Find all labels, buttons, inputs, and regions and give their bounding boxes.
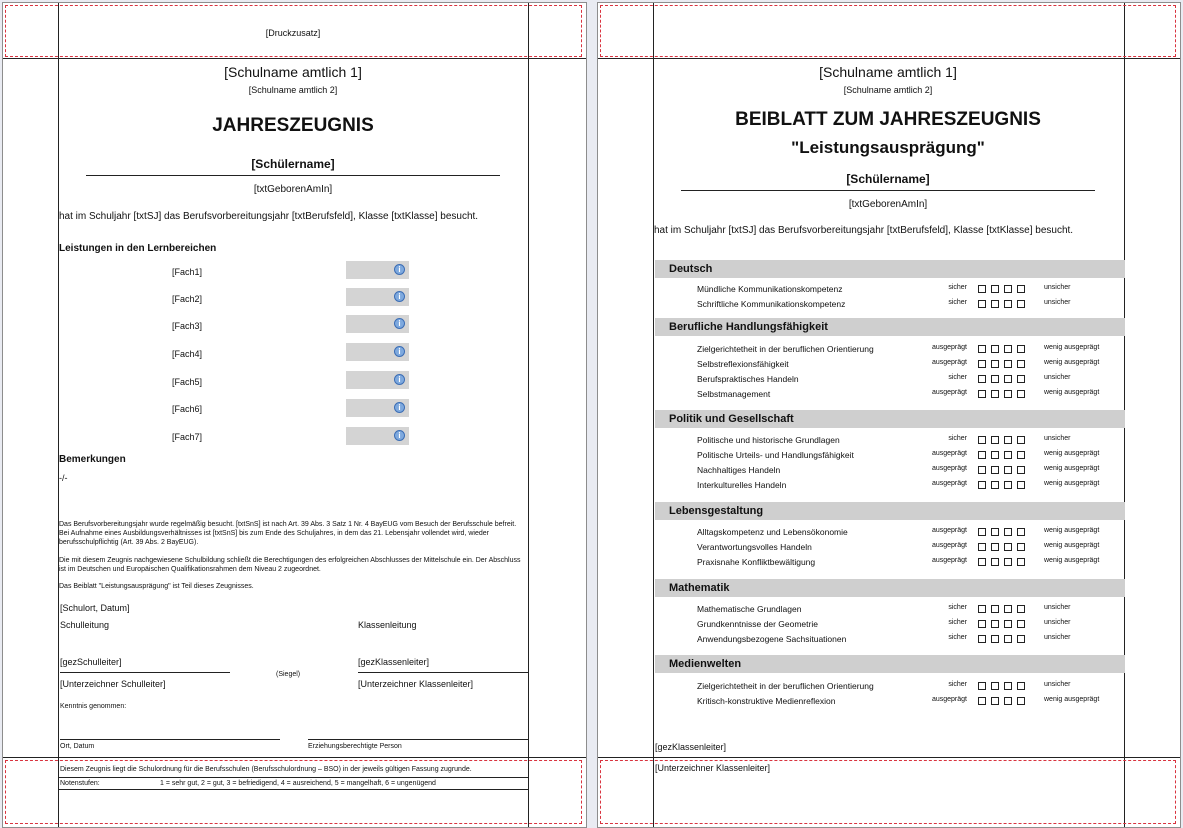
teacher-signature-line: [358, 672, 528, 673]
grade-field[interactable]: [346, 371, 409, 389]
rating-checkboxes: [978, 682, 1030, 692]
rating-checkbox[interactable]: [978, 558, 986, 566]
scale-right-label: unsicher: [1044, 374, 1071, 381]
competency-label: Mündliche Kommunikationskompetenz: [697, 284, 843, 294]
rating-checkbox[interactable]: [1004, 697, 1012, 705]
school-name-1: [Schulname amtlich 1]: [224, 64, 362, 80]
grade-field[interactable]: [346, 427, 409, 445]
competency-label: Interkulturelles Handeln: [697, 480, 787, 490]
competency-label: Kritisch-konstruktive Medienreflexion: [697, 696, 836, 706]
scale-right-label: wenig ausgeprägt: [1044, 542, 1100, 549]
scale-right-label: wenig ausgeprägt: [1044, 480, 1100, 487]
rating-checkbox[interactable]: [978, 451, 986, 459]
scale-right-label: wenig ausgeprägt: [1044, 389, 1100, 396]
footer-rule-2: [58, 789, 528, 790]
rating-checkboxes: [978, 451, 1030, 461]
section-heading: Medienwelten: [655, 655, 1125, 673]
legal-paragraph-1: Das Berufsvorbereitungsjahr wurde regelmäßig besucht. [txtSnS] ist nach Art. 39 Abs. 3 Satz 1 Nr. 4 BayEUG vom Besuch der Berufsschule befreit. Bei Aufnahme eines Ausbildungsverhältnisses ist [txtSnS] bis zum Ende des Schuljahres, in dem das 21. Lebensjahr vollendet wird, wieder berufsschulpflichtig (Art. 39 Abs. 2 BayEUG).: [59, 521, 517, 546]
rating-checkbox[interactable]: [978, 300, 986, 308]
school-name-1: [Schulname amtlich 1]: [819, 64, 957, 80]
competency-row: [655, 695, 1125, 709]
rating-checkbox[interactable]: [1017, 466, 1025, 474]
scale-right-label: unsicher: [1044, 604, 1071, 611]
competency-row: [655, 283, 1125, 297]
rating-checkboxes: [978, 481, 1030, 491]
subject-label: [Fach2]: [172, 294, 203, 304]
competency-row: [655, 526, 1125, 540]
legal-paragraph-3: Das Beiblatt "Leistungsausprägung" ist Teil dieses Zeugnisses.: [59, 583, 254, 590]
scale-left-label: ausgeprägt: [931, 557, 967, 564]
scale-right-label: unsicher: [1044, 435, 1071, 442]
rating-checkbox[interactable]: [1017, 451, 1025, 459]
competency-row: [655, 434, 1125, 448]
competency-row: [655, 373, 1125, 387]
scale-left-label: sicher: [948, 681, 967, 688]
competency-label: Selbstreflexionsfähigkeit: [697, 359, 789, 369]
competency-label: Nachhaltiges Handeln: [697, 465, 781, 475]
scale-left-label: sicher: [948, 284, 967, 291]
competency-label: Zielgerichtetheit in der beruflichen Orientierung: [697, 681, 874, 691]
rating-checkbox[interactable]: [1004, 300, 1012, 308]
rating-checkbox[interactable]: [978, 466, 986, 474]
footer-rule-1: [58, 777, 528, 778]
rating-checkboxes: [978, 390, 1030, 400]
rating-checkbox[interactable]: [1004, 558, 1012, 566]
margin-line-right: [528, 3, 529, 827]
competency-row: [655, 556, 1125, 570]
name-underline: [86, 175, 500, 176]
teacher-name: [Unterzeichner Klassenleiter]: [655, 763, 771, 773]
scale-right-label: unsicher: [1044, 284, 1071, 291]
scale-left-label: sicher: [948, 435, 967, 442]
scale-left-label: sicher: [948, 299, 967, 306]
principal-signature-line: [60, 672, 230, 673]
rating-checkbox[interactable]: [1004, 285, 1012, 293]
subject-label: [Fach1]: [172, 267, 203, 277]
rating-checkboxes: [978, 375, 1030, 385]
student-name[interactable]: [Schülername]: [846, 172, 930, 186]
rating-checkbox[interactable]: [1017, 605, 1025, 613]
scale-right-label: unsicher: [1044, 681, 1071, 688]
remarks-text[interactable]: -/-: [59, 473, 68, 483]
class-management-label: Klassenleitung: [358, 620, 417, 630]
rating-checkboxes: [978, 345, 1030, 355]
scale-left-label: ausgeprägt: [931, 465, 967, 472]
remarks-heading: Bemerkungen: [59, 454, 126, 465]
rating-checkbox[interactable]: [1004, 605, 1012, 613]
rating-checkbox[interactable]: [991, 466, 999, 474]
scale-right-label: wenig ausgeprägt: [1044, 557, 1100, 564]
grade-field[interactable]: [346, 343, 409, 361]
teacher-name: [Unterzeichner Klassenleiter]: [358, 679, 474, 689]
rating-checkbox[interactable]: [978, 390, 986, 398]
rating-checkboxes: [978, 360, 1030, 370]
rating-checkbox[interactable]: [978, 682, 986, 690]
rating-checkbox[interactable]: [978, 436, 986, 444]
footer-regulation: Diesem Zeugnis liegt die Schulordnung für die Berufsschulen (Berufsschulordnung – BSO) in der jeweils gültigen Fassung zugrunde.: [60, 766, 472, 773]
competency-label: Verantwortungsvolles Handeln: [697, 542, 812, 552]
parent-date-line: [60, 739, 280, 740]
rating-checkbox[interactable]: [991, 451, 999, 459]
rating-checkbox[interactable]: [978, 360, 986, 368]
rating-checkbox[interactable]: [1017, 345, 1025, 353]
rating-checkbox[interactable]: [1017, 300, 1025, 308]
document-subtitle: "Leistungsausprägung": [791, 138, 985, 157]
rating-checkbox[interactable]: [1017, 682, 1025, 690]
scale-left-label: ausgeprägt: [931, 359, 967, 366]
rating-checkbox[interactable]: [991, 300, 999, 308]
rating-checkbox[interactable]: [991, 682, 999, 690]
rating-checkbox[interactable]: [978, 375, 986, 383]
rating-checkbox[interactable]: [1004, 375, 1012, 383]
acknowledged-label: Kenntnis genommen:: [60, 703, 127, 710]
rating-checkbox[interactable]: [1017, 375, 1025, 383]
grade-field[interactable]: [346, 399, 409, 417]
rating-checkbox[interactable]: [1017, 558, 1025, 566]
footer-separator: [598, 757, 1180, 758]
rating-checkbox[interactable]: [1017, 285, 1025, 293]
rating-checkbox[interactable]: [978, 528, 986, 536]
info-icon[interactable]: i: [394, 264, 405, 275]
rating-checkbox[interactable]: [991, 390, 999, 398]
legal-paragraph-2: Die mit diesem Zeugnis nachgewiesene Schulbildung schließt die Berechtigungen des erfolgreichen Abschlusses der Mittelschule ein. Der Abschluss ist im Deutschen und Europäischen Qualifikationsrahmen dem Niveau 2 zugeordnet.: [59, 557, 521, 573]
student-name[interactable]: [Schülername]: [251, 157, 335, 171]
scale-left-label: sicher: [948, 619, 967, 626]
attendance-sentence: hat im Schuljahr [txtSJ] das Berufsvorbereitungsjahr [txtBerufsfeld], Klasse [txtKlasse] besucht.: [654, 225, 1074, 236]
grade-field[interactable]: [346, 315, 409, 333]
parent-signature-line: [308, 739, 528, 740]
teacher-signature-field[interactable]: [gezKlassenleiter]: [655, 742, 727, 752]
teacher-signature-field[interactable]: [gezKlassenleiter]: [358, 657, 430, 667]
rating-checkboxes: [978, 558, 1030, 568]
rating-checkbox[interactable]: [1017, 543, 1025, 551]
rating-checkbox[interactable]: [991, 605, 999, 613]
grade-field[interactable]: [346, 261, 409, 279]
rating-checkbox[interactable]: [991, 285, 999, 293]
competency-label: Mathematische Grundlagen: [697, 604, 802, 614]
rating-checkbox[interactable]: [1017, 635, 1025, 643]
rating-checkbox[interactable]: [978, 697, 986, 705]
rating-checkbox[interactable]: [1004, 543, 1012, 551]
document-title: JAHRESZEUGNIS: [212, 115, 374, 136]
scale-right-label: wenig ausgeprägt: [1044, 527, 1100, 534]
section-heading: Politik und Gesellschaft: [655, 410, 1125, 428]
rating-checkboxes: [978, 436, 1030, 446]
subject-label: [Fach4]: [172, 349, 203, 359]
grading-scale: 1 = sehr gut, 2 = gut, 3 = befriedigend, 4 = ausreichend, 5 = mangelhaft, 6 = ungenügend: [160, 780, 436, 787]
rating-checkbox[interactable]: [1004, 635, 1012, 643]
scale-left-label: ausgeprägt: [931, 480, 967, 487]
rating-checkbox[interactable]: [978, 481, 986, 489]
scale-left-label: ausgeprägt: [931, 344, 967, 351]
competency-row: [655, 680, 1125, 694]
competency-label: Alltagskompetenz und Lebensökonomie: [697, 527, 848, 537]
attendance-sentence: hat im Schuljahr [txtSJ] das Berufsvorbereitungsjahr [txtBerufsfeld], Klasse [txtKlasse] besucht.: [59, 211, 479, 222]
info-icon[interactable]: i: [394, 346, 405, 357]
subject-label: [Fach3]: [172, 321, 203, 331]
performance-heading: Leistungen in den Lernbereichen: [59, 243, 217, 254]
grade-field[interactable]: [346, 288, 409, 306]
section-heading: Deutsch: [655, 260, 1125, 278]
scale-left-label: ausgeprägt: [931, 527, 967, 534]
rating-checkbox[interactable]: [1017, 436, 1025, 444]
competency-label: Zielgerichtetheit in der beruflichen Orientierung: [697, 344, 874, 354]
competency-row: [655, 633, 1125, 647]
rating-checkbox[interactable]: [1004, 360, 1012, 368]
section-heading: Berufliche Handlungsfähigkeit: [655, 318, 1125, 336]
competency-label: Praxisnahe Konfliktbewältigung: [697, 557, 816, 567]
rating-checkboxes: [978, 697, 1030, 707]
scale-left-label: sicher: [948, 374, 967, 381]
rating-checkbox[interactable]: [978, 635, 986, 643]
rating-checkbox[interactable]: [1004, 620, 1012, 628]
competency-label: Selbstmanagement: [697, 389, 771, 399]
rating-checkboxes: [978, 285, 1030, 295]
scale-right-label: wenig ausgeprägt: [1044, 450, 1100, 457]
scale-right-label: unsicher: [1044, 634, 1071, 641]
rating-checkbox[interactable]: [1004, 436, 1012, 444]
competency-row: [655, 343, 1125, 357]
druckzusatz-field[interactable]: [Druckzusatz]: [265, 28, 321, 38]
rating-checkboxes: [978, 300, 1030, 310]
rating-checkboxes: [978, 466, 1030, 476]
info-icon[interactable]: i: [394, 318, 405, 329]
birth-info: [txtGeborenAmIn]: [253, 184, 333, 195]
rating-checkboxes: [978, 528, 1030, 538]
competency-label: Politische Urteils- und Handlungsfähigkeit: [697, 450, 854, 460]
scale-left-label: ausgeprägt: [931, 696, 967, 703]
subject-label: [Fach6]: [172, 404, 203, 414]
scale-left-label: ausgeprägt: [931, 450, 967, 457]
rating-checkbox[interactable]: [978, 285, 986, 293]
seal-label: (Siegel): [276, 671, 301, 678]
rating-checkbox[interactable]: [991, 543, 999, 551]
rating-checkboxes: [978, 620, 1030, 630]
scale-right-label: wenig ausgeprägt: [1044, 696, 1100, 703]
rating-checkbox[interactable]: [1004, 466, 1012, 474]
scale-right-label: unsicher: [1044, 299, 1071, 306]
rating-checkbox[interactable]: [1004, 390, 1012, 398]
competency-row: [655, 449, 1125, 463]
name-underline: [681, 190, 1095, 191]
header-separator: [3, 58, 586, 59]
principal-name: [Unterzeichner Schulleiter]: [60, 679, 166, 689]
rating-checkbox[interactable]: [991, 635, 999, 643]
competency-label: Schriftliche Kommunikationskompetenz: [697, 299, 846, 309]
rating-checkbox[interactable]: [1017, 528, 1025, 536]
document-page-beiblatt: [597, 2, 1181, 828]
info-icon[interactable]: i: [394, 291, 405, 302]
subject-label: [Fach5]: [172, 377, 203, 387]
scale-right-label: wenig ausgeprägt: [1044, 465, 1100, 472]
header-print-area: [600, 5, 1176, 57]
school-management-label: Schulleitung: [60, 620, 110, 630]
school-name-2: [Schulname amtlich 2]: [248, 85, 338, 95]
competency-row: [655, 541, 1125, 555]
rating-checkbox[interactable]: [991, 360, 999, 368]
competency-label: Grundkenntnisse der Geometrie: [697, 619, 818, 629]
rating-checkbox[interactable]: [978, 620, 986, 628]
scale-left-label: sicher: [948, 604, 967, 611]
rating-checkbox[interactable]: [991, 697, 999, 705]
rating-checkbox[interactable]: [1004, 345, 1012, 353]
rating-checkbox[interactable]: [1017, 360, 1025, 368]
info-icon[interactable]: i: [394, 402, 405, 413]
birth-info: [txtGeborenAmIn]: [848, 199, 928, 210]
rating-checkbox[interactable]: [991, 481, 999, 489]
rating-checkbox[interactable]: [1004, 528, 1012, 536]
rating-checkbox[interactable]: [1017, 697, 1025, 705]
competency-row: [655, 618, 1125, 632]
competency-row: [655, 388, 1125, 402]
principal-signature-field[interactable]: [gezSchulleiter]: [60, 657, 122, 667]
rating-checkbox[interactable]: [978, 543, 986, 551]
scale-right-label: wenig ausgeprägt: [1044, 359, 1100, 366]
scale-left-label: sicher: [948, 634, 967, 641]
rating-checkbox[interactable]: [991, 436, 999, 444]
scale-left-label: ausgeprägt: [931, 389, 967, 396]
competency-row: [655, 358, 1125, 372]
footer-separator: [3, 757, 586, 758]
rating-checkbox[interactable]: [978, 345, 986, 353]
header-separator: [598, 58, 1180, 59]
section-heading: Lebensgestaltung: [655, 502, 1125, 520]
info-icon[interactable]: i: [394, 374, 405, 385]
rating-checkboxes: [978, 635, 1030, 645]
grading-scale-label: Notenstufen:: [60, 780, 100, 787]
section-heading: Mathematik: [655, 579, 1125, 597]
competency-label: Politische und historische Grundlagen: [697, 435, 840, 445]
rating-checkbox[interactable]: [978, 605, 986, 613]
competency-label: Anwendungsbezogene Sachsituationen: [697, 634, 847, 644]
document-title: BEIBLATT ZUM JAHRESZEUGNIS: [735, 109, 1041, 130]
competency-label: Berufspraktisches Handeln: [697, 374, 799, 384]
info-icon[interactable]: i: [394, 430, 405, 441]
rating-checkboxes: [978, 543, 1030, 553]
rating-checkboxes: [978, 605, 1030, 615]
competency-row: [655, 298, 1125, 312]
scale-right-label: unsicher: [1044, 619, 1071, 626]
rating-checkbox[interactable]: [1004, 481, 1012, 489]
school-name-2: [Schulname amtlich 2]: [843, 85, 933, 95]
guardian-label: Erziehungsberechtigte Person: [308, 743, 402, 750]
rating-checkbox[interactable]: [1017, 620, 1025, 628]
competency-row: [655, 479, 1125, 493]
competency-row: [655, 603, 1125, 617]
rating-checkbox[interactable]: [1017, 481, 1025, 489]
rating-checkbox[interactable]: [1004, 451, 1012, 459]
rating-checkbox[interactable]: [991, 345, 999, 353]
rating-checkbox[interactable]: [991, 375, 999, 383]
document-page-zeugnis: [2, 2, 587, 828]
scale-left-label: ausgeprägt: [931, 542, 967, 549]
rating-checkbox[interactable]: [1017, 390, 1025, 398]
rating-checkbox[interactable]: [1004, 682, 1012, 690]
rating-checkbox[interactable]: [991, 558, 999, 566]
place-date-label: Ort, Datum: [60, 743, 95, 750]
rating-checkbox[interactable]: [991, 620, 999, 628]
place-date-field[interactable]: [Schulort, Datum]: [60, 603, 130, 613]
scale-right-label: wenig ausgeprägt: [1044, 344, 1100, 351]
competency-row: [655, 464, 1125, 478]
subject-label: [Fach7]: [172, 432, 203, 442]
rating-checkbox[interactable]: [991, 528, 999, 536]
